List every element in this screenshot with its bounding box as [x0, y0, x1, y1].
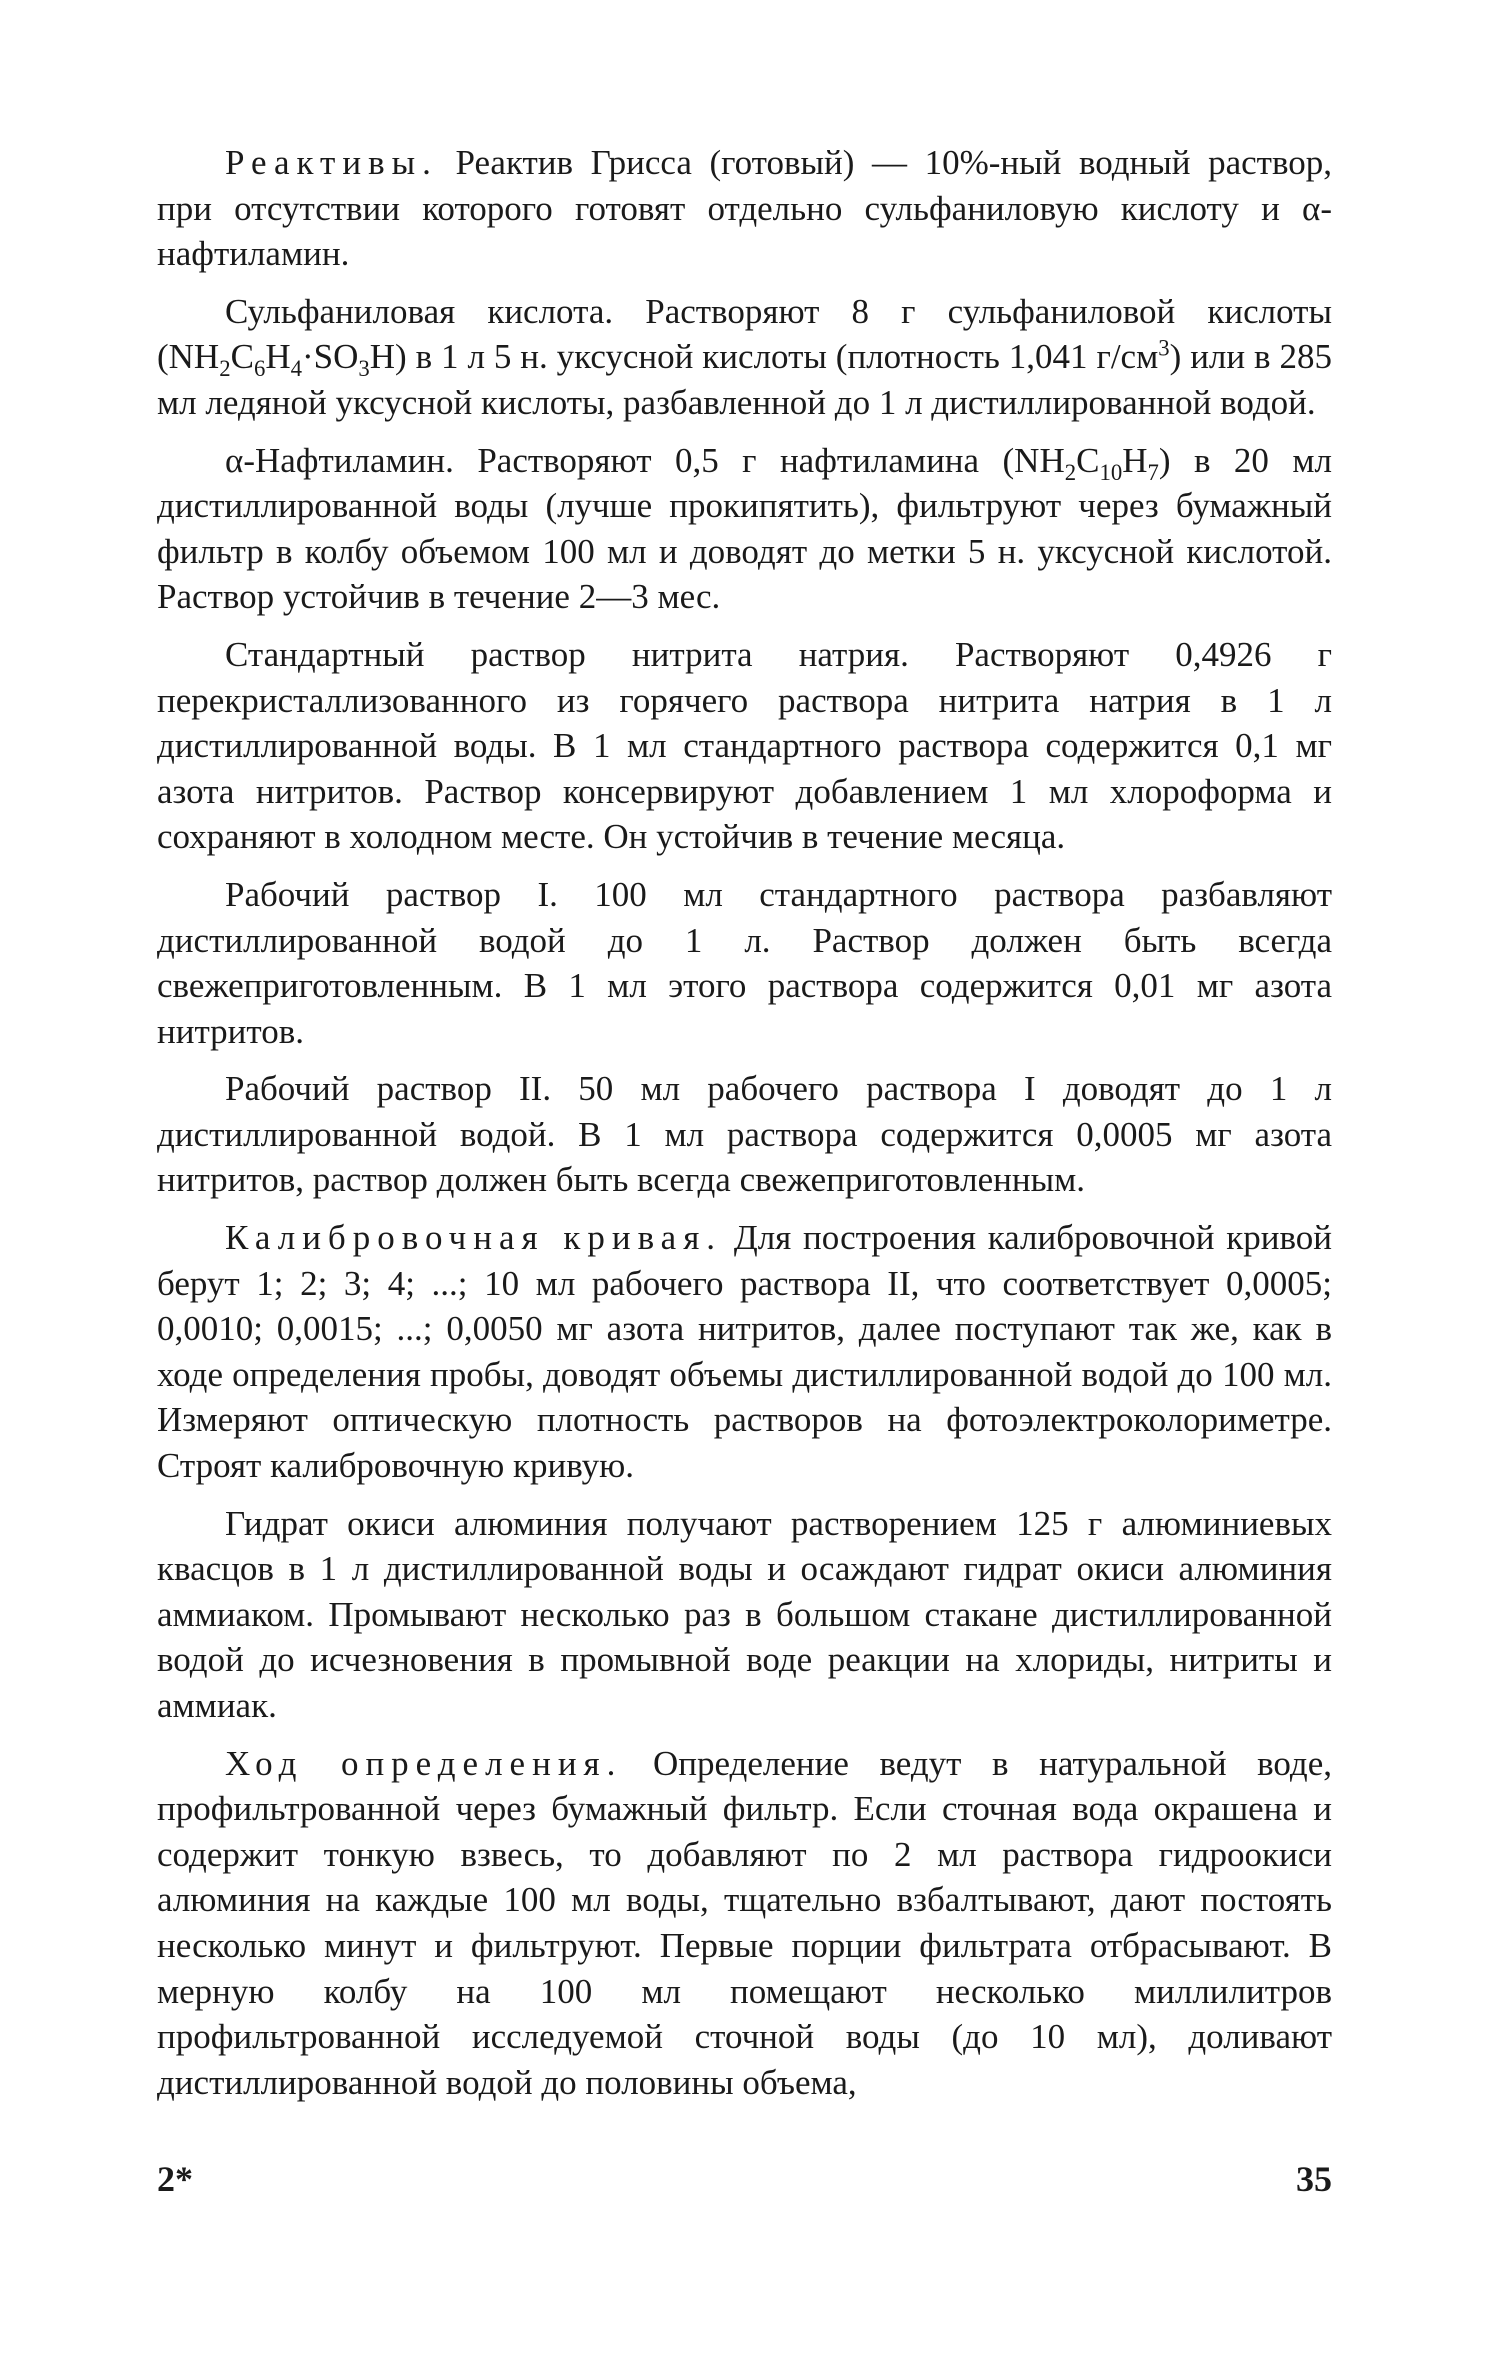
formula-subscript: 2 [1064, 459, 1077, 485]
paragraph-text: Стандартный раствор нитрита натрия. Растворяют 0,4926 г перекристаллизованного из горячего раствора нитрита натрия в 1 л дистиллированной воды. В 1 мл стандартного раствора содержится 0,1 мг азота нитритов. Раствор консервируют добавлением 1 мл хлороформа и сохраняют в холодном месте. Он устойчив в течение месяца. [157, 634, 1332, 857]
paragraph-text: α-Нафтиламин. Растворяют 0,5 г нафтиламина (NH [225, 440, 1065, 480]
unit-superscript: 3 [1158, 335, 1170, 361]
paragraph-text: Гидрат окиси алюминия получают растворением 125 г алюминиевых квасцов в 1 л дистиллированной воды и осаждают гидрат окиси алюминия аммиаком. Промывают несколько раз в большом стакане дистиллированной водой до исчезновения в промывной воде реакции на хлориды, нитриты и аммиак. [157, 1503, 1332, 1725]
paragraph-text: ) в 20 мл дистиллированной воды (лучше прокипятить), фильтруют через бумажный фильтр в колбу объемом 100 мл и доводят до метки 5 н. уксусной кислотой. Раствор устойчив в течение 2—3 мес. [157, 440, 1332, 617]
section-term: Калибровочная кривая. [225, 1218, 723, 1258]
paragraph-text: Рабочий раствор I. 100 мл стандартного раствора разбавляют дистиллированной водой до 1 л. Раствор должен быть всегда свежеприготовленным. В 1 мл этого раствора содержится 0,01 мг азота нитритов. [157, 874, 1332, 1051]
formula-subscript: 4 [290, 356, 302, 382]
paragraph-working-solution-2 [157, 1066, 1332, 1203]
formula-part: H [265, 337, 291, 377]
formula-part: ·SO [301, 337, 359, 377]
paragraph-working-solution-1 [157, 872, 1332, 1054]
page-body [157, 140, 1332, 2117]
formula-subscript: 10 [1099, 459, 1123, 485]
signature-mark: 2* [157, 2159, 193, 2199]
page-number: 35 [1296, 2159, 1332, 2199]
paragraph-naphthylamine [157, 438, 1332, 620]
paragraph-text: Сульфаниловая кислота. Растворяют 8 г сульфаниловой кислоты (NH [157, 291, 1332, 377]
page-footer [157, 2158, 1332, 2200]
formula-subscript: 6 [253, 356, 266, 382]
formula-subscript: 3 [358, 356, 370, 382]
paragraph-calibration-curve [157, 1215, 1332, 1489]
paragraph-text: Определение ведут в натуральной воде, профильтрованной через бумажный фильтр. Если сточная вода окрашена и содержит тонкую взвесь, то добавляют по 2 мл раствора гидроокиси алюминия на каждые 100 мл воды, тщательно взбалтывают, дают постоять несколько минут и фильтруют. Первые порции фильтрата отбрасывают. В мерную колбу на 100 мл помещают несколько миллилитров профильтрованной исследуемой сточной воды (до 10 мл), доливают дистиллированной водой до половины объема, [157, 1743, 1332, 2102]
section-term: Ход определения. [225, 1743, 623, 1783]
paragraph-text: Реактив Грисса (готовый) — 10%-ный водный раствор, при отсутствии которого готовят отдельно сульфаниловую кислоту и α-нафтиламин. [157, 143, 1332, 274]
paragraph-procedure [157, 1741, 1332, 2106]
formula-part: H [1122, 440, 1148, 480]
paragraph-text: Рабочий раствор II. 50 мл рабочего раствора I доводят до 1 л дистиллированной водой. В 1 мл раствора содержится 0,0005 мг азота нитритов, раствор должен быть всегда свежеприготовленным. [157, 1069, 1332, 1200]
formula-subscript: 2 [219, 356, 231, 382]
paragraph-text: ) или в 285 мл ледяной уксусной кислоты, разбавленной до 1 л дистиллированной водой. [157, 337, 1332, 422]
paragraph-text: Для построения калибровочной кривой берут 1; 2; 3; 4; ...; 10 мл рабочего раствора II, что соответствует 0,0005; 0,0010; 0,0015; ...; 0,0050 мг азота нитритов, далее поступают так же, как в ходе определения пробы, доводят объемы дистиллированной водой до 100 мл. Измеряют оптическую плотность растворов на фотоэлектроколориметре. Строят калибровочную кривую. [157, 1218, 1332, 1486]
formula-subscript: 7 [1147, 459, 1159, 485]
paragraph-standard-solution [157, 632, 1332, 860]
section-term: Реактивы. [225, 143, 438, 182]
formula-part: C [1076, 440, 1100, 480]
paragraph-aluminium-hydroxide [157, 1501, 1332, 1729]
paragraph-reagents [157, 140, 1332, 277]
paragraph-sulfanilic-acid [157, 289, 1332, 426]
paragraph-text: H) в 1 л 5 н. уксусной кислоты (плотность 1,041 г/см [369, 337, 1159, 377]
formula-part: C [230, 337, 254, 377]
